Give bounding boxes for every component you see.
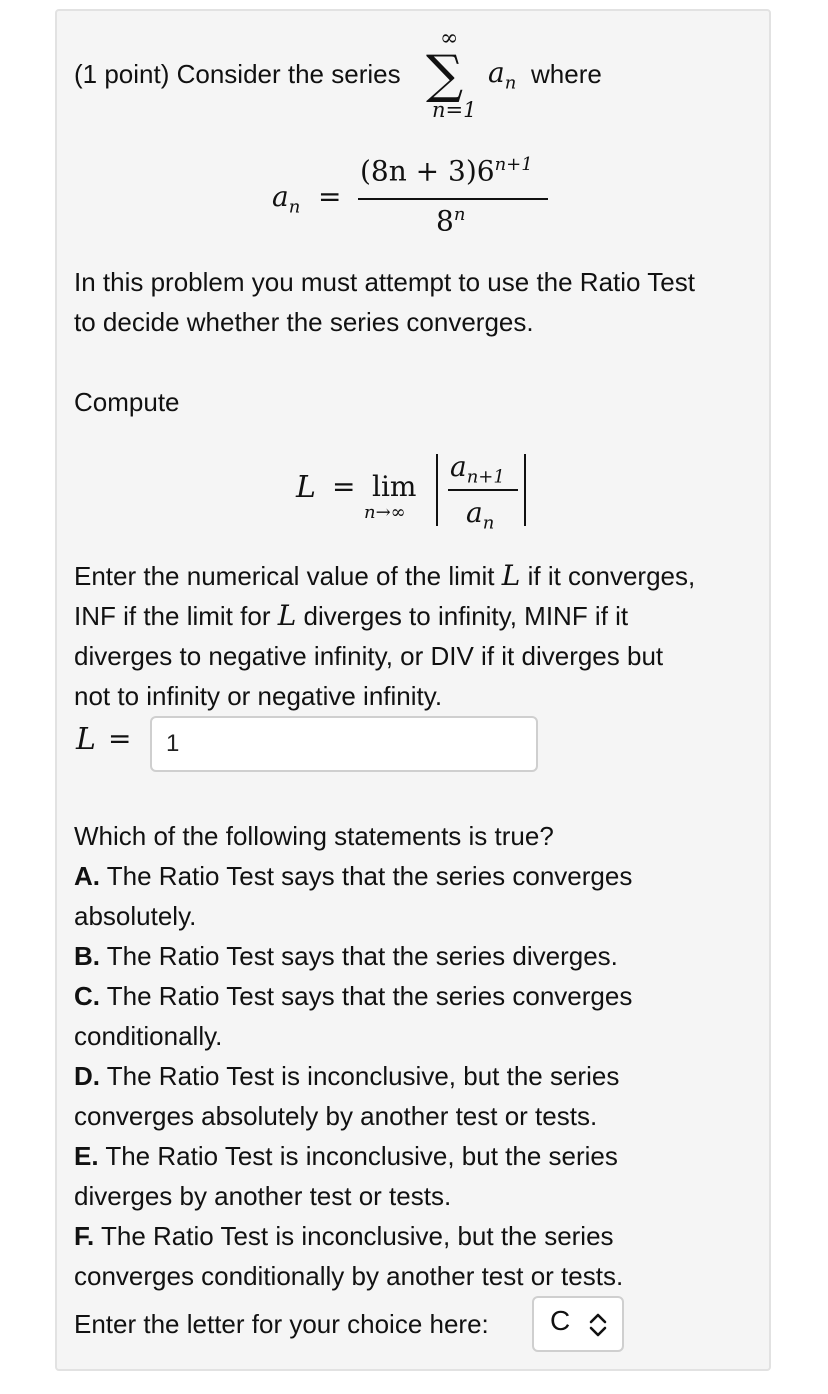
formula-lhs: $a_n$ [272, 180, 301, 218]
answer-label: L [76, 722, 96, 757]
choice-select[interactable] [532, 1296, 624, 1352]
chevron-up-down-icon [586, 1312, 610, 1338]
option-a-line2: absolutely. [74, 901, 197, 931]
answer-eq: = [108, 722, 132, 755]
ratio-text-line2: to decide whether the series converges. [74, 307, 534, 337]
limit-eq: = [332, 470, 356, 503]
formula-eq: = [318, 180, 342, 213]
limit-fraction-bar [448, 489, 518, 491]
question-prompt: Which of the following statements is true? [74, 821, 554, 851]
formula-numerator: $(8n + 3)6^{n+1}$ [360, 154, 533, 188]
instructions-line1: Enter the numerical value of the limit L if it converges, [74, 559, 696, 592]
option-d-line2: converges absolutely by another test or tests. [74, 1101, 598, 1131]
abs-bar-right [524, 454, 526, 526]
formula-fraction-bar [358, 198, 548, 200]
option-f-line1: F. The Ratio Test is inconclusive, but the series [74, 1221, 614, 1251]
option-a-line1: A. The Ratio Test says that the series converges [74, 861, 633, 891]
limit-subscript: n→∞ [364, 502, 406, 523]
limit-answer-input[interactable]: 1 [150, 716, 538, 772]
intro-where: where [531, 59, 602, 89]
option-d-line1: D. The Ratio Test is inconclusive, but the series [74, 1061, 620, 1091]
ratio-text-line1: In this problem you must attempt to use the Ratio Test [74, 267, 695, 297]
instructions-line3: diverges to negative infinity, or DIV if it diverges but [74, 641, 664, 671]
formula-denominator: 8$^n$ [436, 204, 466, 238]
choice-select-value: C [550, 1305, 571, 1336]
option-b-line1: B. The Ratio Test says that the series diverges. [74, 941, 618, 971]
option-c-line1: C. The Ratio Test says that the series converges [74, 981, 633, 1011]
option-f-line2: converges conditionally by another test or tests. [74, 1261, 624, 1291]
intro-text: (1 point) Consider the series [74, 59, 401, 89]
instructions-line2: INF if the limit for L diverges to infinity, MINF if it [74, 599, 629, 632]
instructions-line4: not to infinity or negative infinity. [74, 681, 443, 711]
option-e-line1: E. The Ratio Test is inconclusive, but the series [74, 1141, 618, 1171]
compute-label: Compute [74, 387, 180, 417]
limit-lhs: L [296, 470, 316, 505]
limit-denominator: $a_n$ [466, 496, 495, 534]
sum-term: $a_n$ [488, 56, 517, 94]
option-c-line2: conditionally. [74, 1021, 223, 1051]
option-e-line2: diverges by another test or tests. [74, 1181, 452, 1211]
abs-bar-left [436, 454, 438, 526]
limit-operator: lim [372, 470, 417, 503]
limit-numerator: $a_{n+1}$ [450, 450, 505, 488]
sum-symbol: ∞ ∑ n=1 [426, 26, 477, 122]
choice-label: Enter the letter for your choice here: [74, 1309, 489, 1339]
